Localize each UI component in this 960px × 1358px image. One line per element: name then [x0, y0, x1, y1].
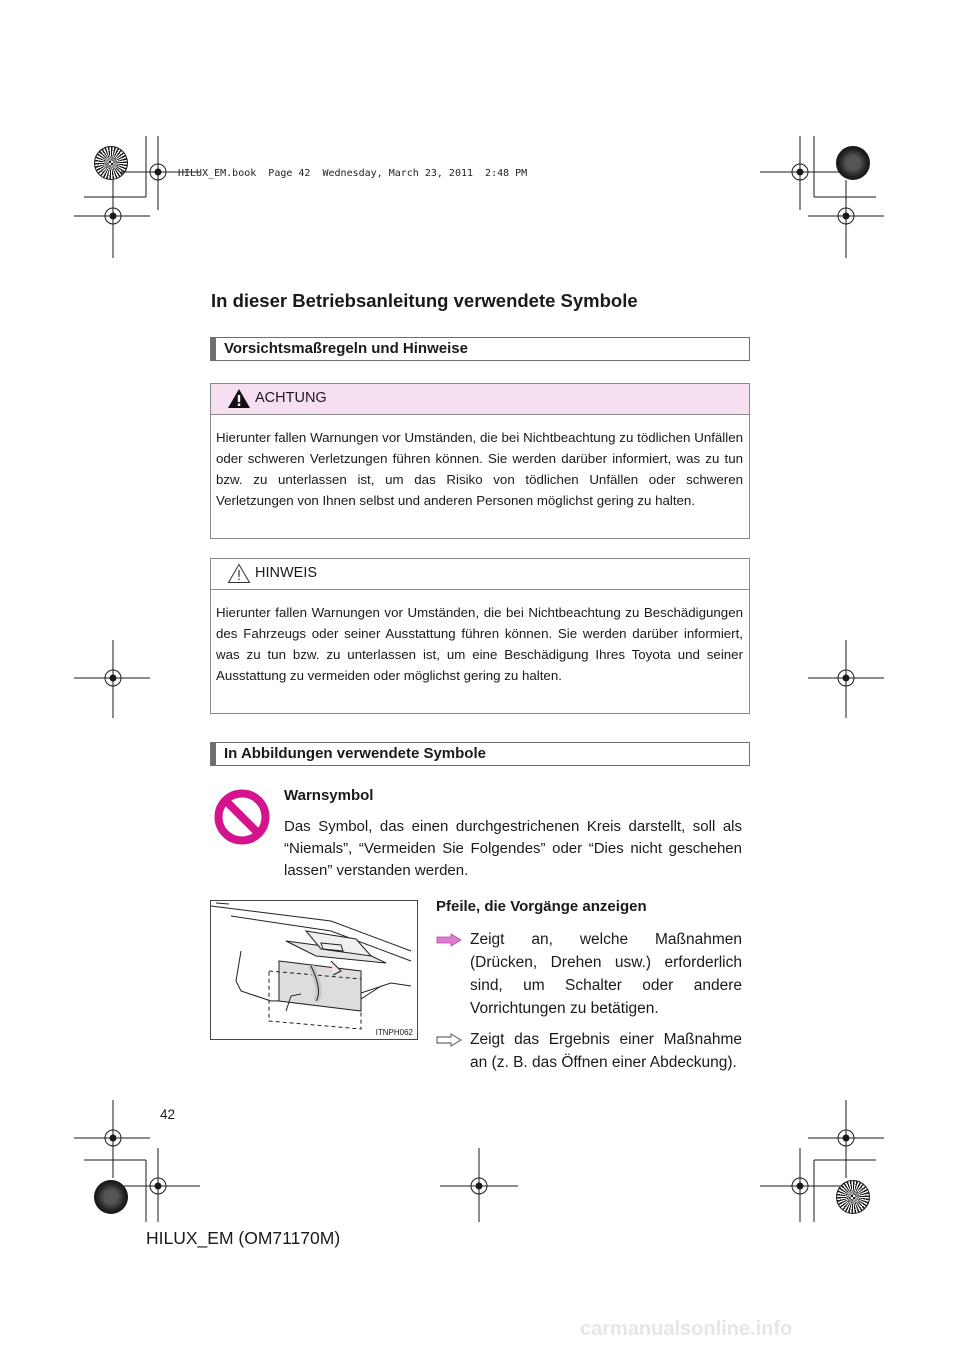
registration-rosette-icon [836, 146, 870, 180]
arrows-title: Pfeile, die Vorgänge anzeigen [436, 898, 647, 915]
figure-code: ITNPH062 [375, 1028, 413, 1037]
arrow-item-action [436, 928, 742, 1020]
manual-code: HILUX_EM (OM71170M) [146, 1228, 341, 1248]
hinweis-text: Hierunter fallen Warnungen vor Umständen, die bei Nichtbeachtung zu Beschädigungen des Fahrzeugs oder seiner Ausstattung führen können. Sie werden darüber informiert, was zu tun bzw. zu unterlassen ist, um eine Beschädigung Ihres Toyota und seiner Ausstattung zu vermeiden oder möglichst gering zu halten. [216, 605, 743, 683]
warnsymbol-text: Das Symbol, das einen durchgestrichenen Kreis darstellt, soll als “Niemals”, “Vermeiden Sie Folgendes” oder “Dies nicht geschehen lassen” verstanden werden. [284, 818, 742, 879]
achtung-box [210, 383, 750, 539]
hinweis-box [210, 558, 750, 714]
section-heading-label: Vorsichtsmaßregeln und Hinweise [224, 340, 468, 357]
section-heading-label: In Abbildungen verwendete Symbole [224, 745, 486, 762]
arrow-item-result [436, 1028, 742, 1074]
outline-arrow-icon [436, 1033, 462, 1047]
page-number: 42 [160, 1107, 176, 1122]
watermark: carmanualsonline.info [580, 1318, 793, 1340]
section-heading [210, 337, 750, 361]
achtung-header [211, 384, 749, 415]
hinweis-header [211, 559, 749, 590]
arrow-item-result-text: Zeigt das Ergebnis einer Maßnahme an (z. B. das Öffnen einer Abdeckung). [470, 1031, 742, 1071]
caution-triangle-icon [227, 563, 251, 584]
filled-arrow-icon [436, 933, 462, 947]
overhead-console-illustration [211, 901, 417, 1039]
registration-rosette-icon [94, 1180, 128, 1214]
warnsymbol-title: Warnsymbol [284, 787, 374, 804]
warning-triangle-icon [227, 388, 251, 409]
achtung-label: ACHTUNG [255, 390, 327, 406]
arrow-item-action-text: Zeigt an, welche Maßnahmen (Drücken, Drehen usw.) erforderlich sind, um Schalter oder andere Vorrichtungen zu betätigen. [470, 931, 742, 1017]
page-title: In dieser Betriebsanleitung verwendete Symbole [211, 290, 638, 311]
achtung-text: Hierunter fallen Warnungen vor Umständen, die bei Nichtbeachtung zu tödlichen Unfällen oder schweren Verletzungen führen können. Sie werden darüber informiert, was zu tun bzw. zu unterlassen ist, um das Risiko von tödlichen Unfällen oder schweren Verletzungen von Ihnen selbst und anderen Personen möglichst gering zu halten. [216, 430, 743, 508]
registration-rosette-icon [94, 146, 128, 180]
hinweis-label: HINWEIS [255, 565, 318, 581]
book-info: HILUX_EM.book Page 42 Wednesday, March 23, 2011 2:48 PM [178, 168, 528, 179]
prohibition-icon [214, 789, 270, 845]
section-heading [210, 742, 750, 766]
registration-rosette-icon [836, 1180, 870, 1214]
illustration-overhead-console [210, 900, 418, 1040]
